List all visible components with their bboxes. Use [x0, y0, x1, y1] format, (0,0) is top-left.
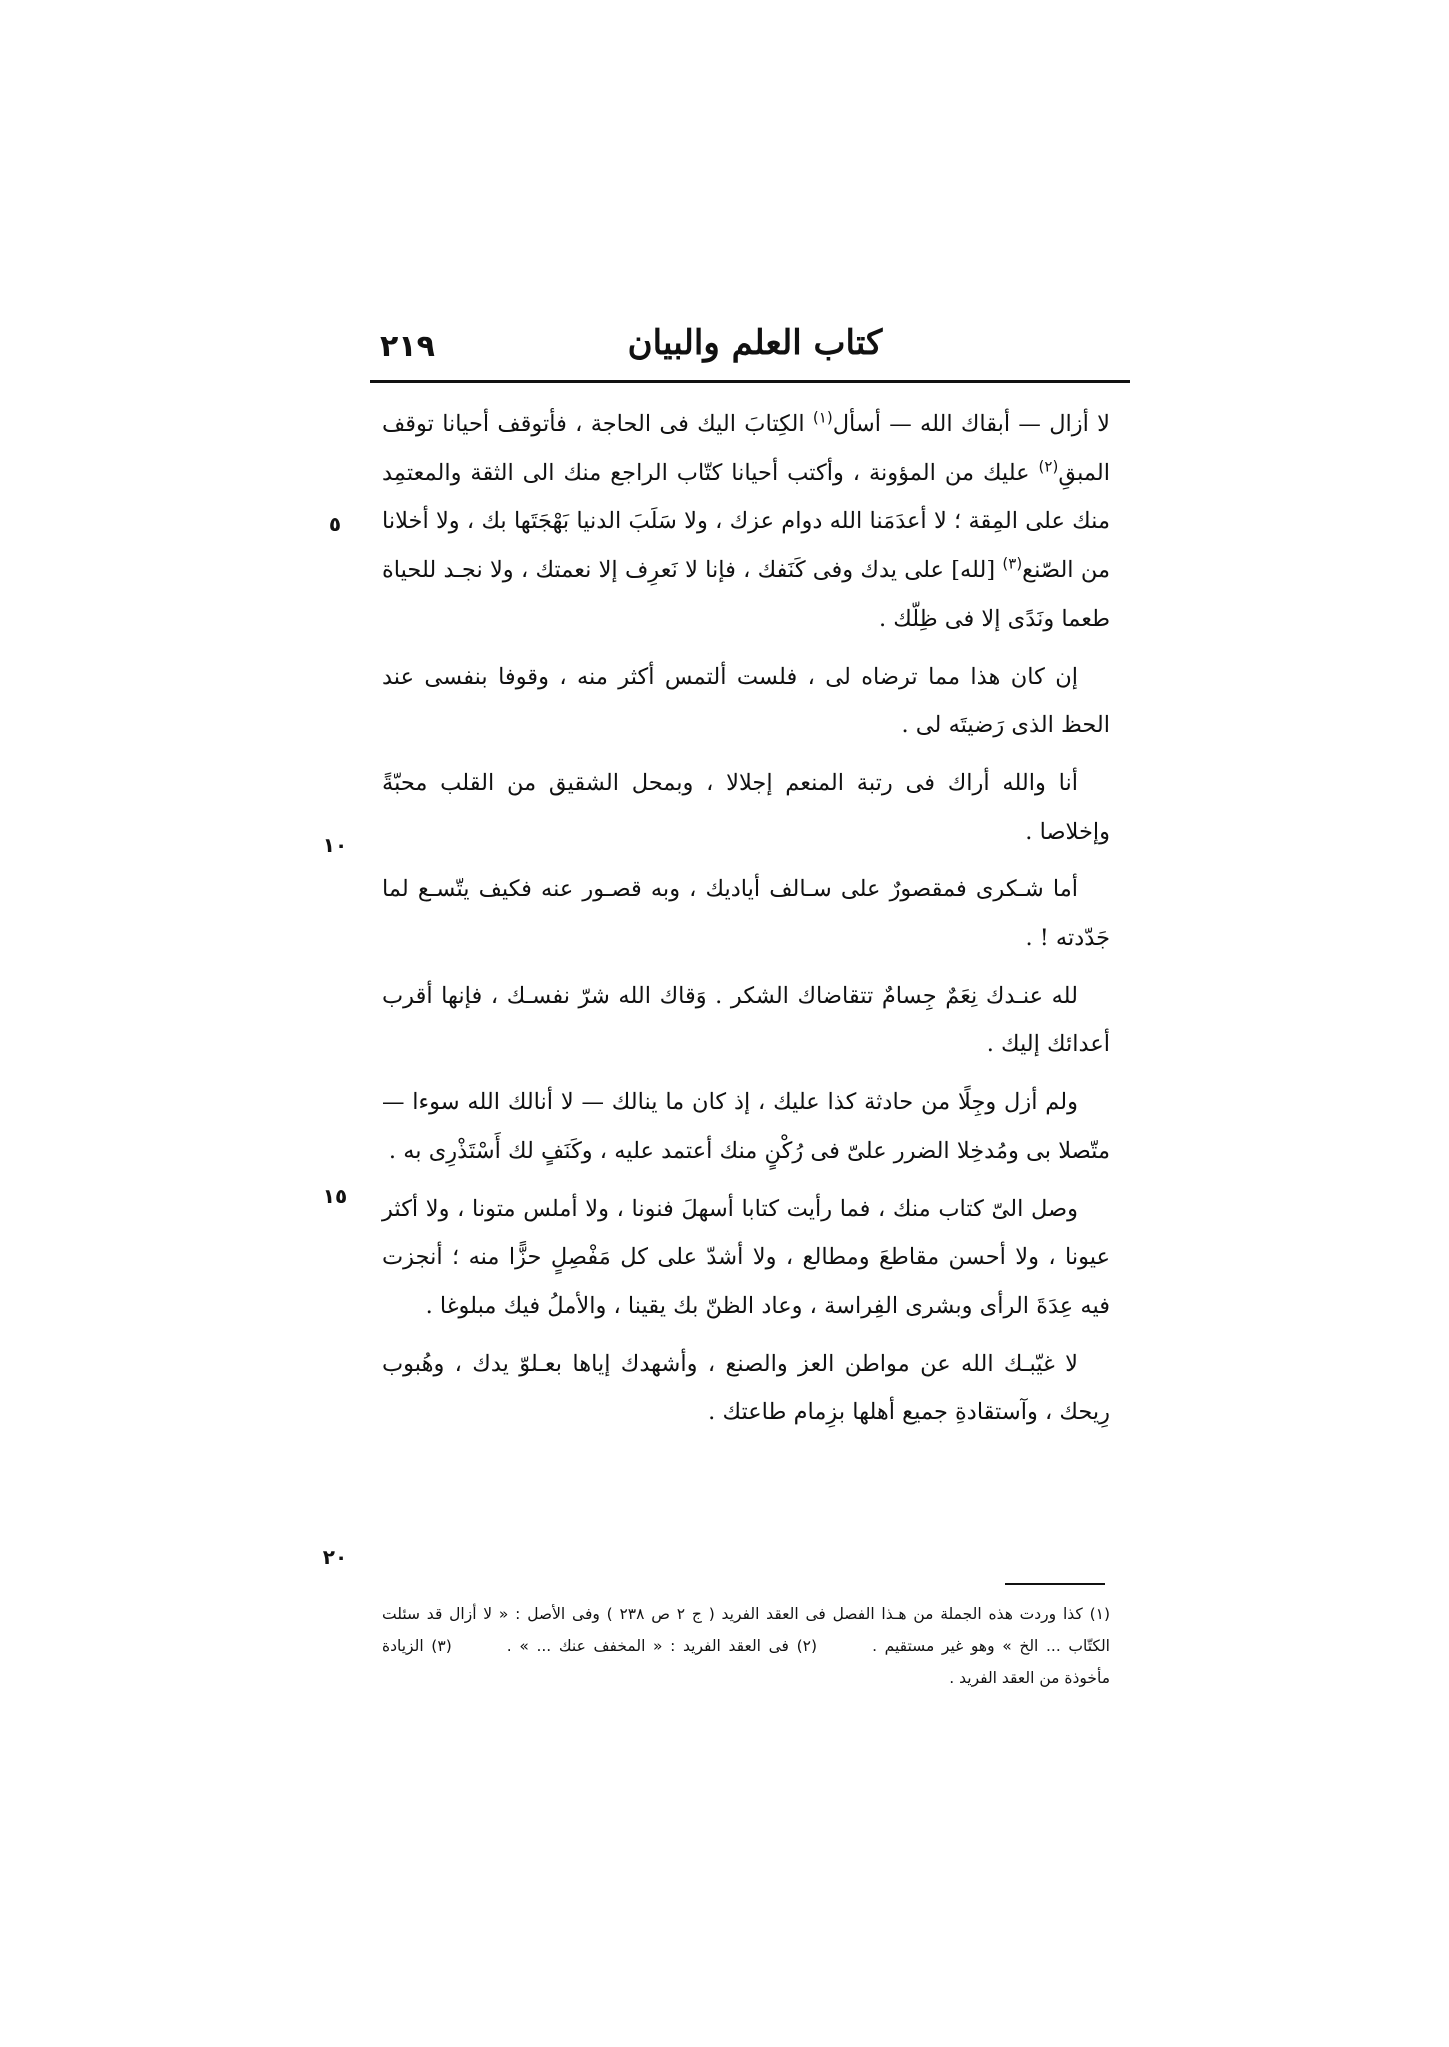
footnote-2	[507, 1637, 817, 1655]
paragraph	[382, 400, 1110, 644]
header-rule	[370, 380, 1130, 383]
footnote-ref-1[interactable]: (١)	[812, 408, 833, 427]
text-run: الكِتابَ اليك فى الحاجة ، فأتوقف أحيانا توقف المبقِ	[382, 411, 1110, 486]
page-header	[380, 315, 1130, 375]
footnote-text: الزيادة مأخوذة من العقد الفريد .	[382, 1637, 1110, 1687]
paragraph: أنا والله أراك فى رتبة المنعم إجلالا ، وبمحل الشقيق من القلب محبّةً وإخلاصا .	[382, 769, 1110, 845]
footnote-ref-3[interactable]: (٣)	[1002, 554, 1023, 573]
footnote-marker: (١)	[1089, 1605, 1111, 1623]
page-number: ٢١٩	[380, 329, 435, 364]
running-title: كتاب العلم والبيان	[627, 323, 883, 363]
line-number-15: ١٥	[322, 1184, 348, 1208]
line-number-5: ٥	[328, 512, 342, 536]
footnotes	[382, 1598, 1110, 1694]
paragraph: ولم أزل وجِلًا من حادثة كذا عليك ، إذ كان ما ينالك — لا أنالك الله سوءا — متّصلا بى ومُدخِلا الضرر علىّ فى رُكْنٍ منك أعتمد عليه ، وكَنَفٍ لك أَسْتَذْرِى به .	[382, 1089, 1110, 1164]
paragraph: لا غيّبـك الله عن مواطن العز والصنع ، وأشهدك إياها بعـلوّ يدك ، وهُبوب رِيحك ، وآستقادةِ جميع أهلها بزِمام طاعتك .	[382, 1350, 1110, 1426]
footnote-marker: (٣)	[431, 1637, 452, 1655]
text-run: [لله] على يدك وفى كَنَفك ، فإنا لا نَعرِف إلا نعمتك ، ولا نجـد للحياة طعما ونَدًى إلا فى ظِلّك .	[382, 557, 1110, 632]
footnote-ref-2[interactable]: (٢)	[1038, 457, 1059, 476]
text-run: عليك من المؤونة ، وأكتب أحيانا كتّاب الراجع منك الى الثقة والمعتمِد منك على المِقة ؛ لا أعدَمَنا الله دوام عزك ، ولا سَلَبَ الدنيا بَهْجَتَها بك ، ولا أخلانا من الصّنع	[382, 459, 1110, 584]
footnote-marker: (٢)	[796, 1637, 818, 1655]
footnote-rule	[1005, 1583, 1105, 1585]
paragraph: وصل الىّ كتاب منك ، فما رأيت كتابا أسهلَ فنونا ، ولا أملس متونا ، ولا أكثر عيونا ، ولا أحسن مقاطعَ ومطالع ، ولا أشدّ على كل مَفْصِلٍ حزًّا منه ؛ أنجزت فيه عِدَةَ الرأى وبشرى الفِراسة ، وعاد الظنّ بك يقينا ، والأملُ فيك مبلوغا .	[382, 1195, 1110, 1319]
line-number-10: ١٠	[322, 833, 348, 857]
footnote-text: كذا وردت هذه الجملة من هـذا الفصل فى العقد الفريد ( ج ٢ ص ٢٣٨ ) وفى الأصل : « لا أزال قد سئلت الكتّاب ... الخ » وهو غير مستقيم .	[382, 1605, 1110, 1655]
body-text	[382, 400, 1110, 1437]
paragraph: أما شـكرى فمقصورٌ على سـالف أياديك ، وبه قصـور عنه فكيف يتّسـع لما جَدّدته ! .	[382, 876, 1110, 952]
paragraph: لله عنـدك نِعَمٌ جِسامٌ تتقاضاك الشكر . وَقاك الله شرّ نفسـك ، فإنها أقرب أعدائك إليك .	[382, 982, 1110, 1058]
text-run: لا أزال — أبقاك الله — أسأل	[832, 411, 1110, 437]
line-number-20: ٢٠	[322, 1545, 348, 1569]
paragraph: إن كان هذا مما ترضاه لى ، فلست ألتمس أكثر منه ، وقوفا بنفسى عند الحظ الذى رَضيتَه لى .	[382, 663, 1110, 739]
footnote-text: فى العقد الفريد : « المخفف عنك ... » .	[506, 1637, 789, 1655]
